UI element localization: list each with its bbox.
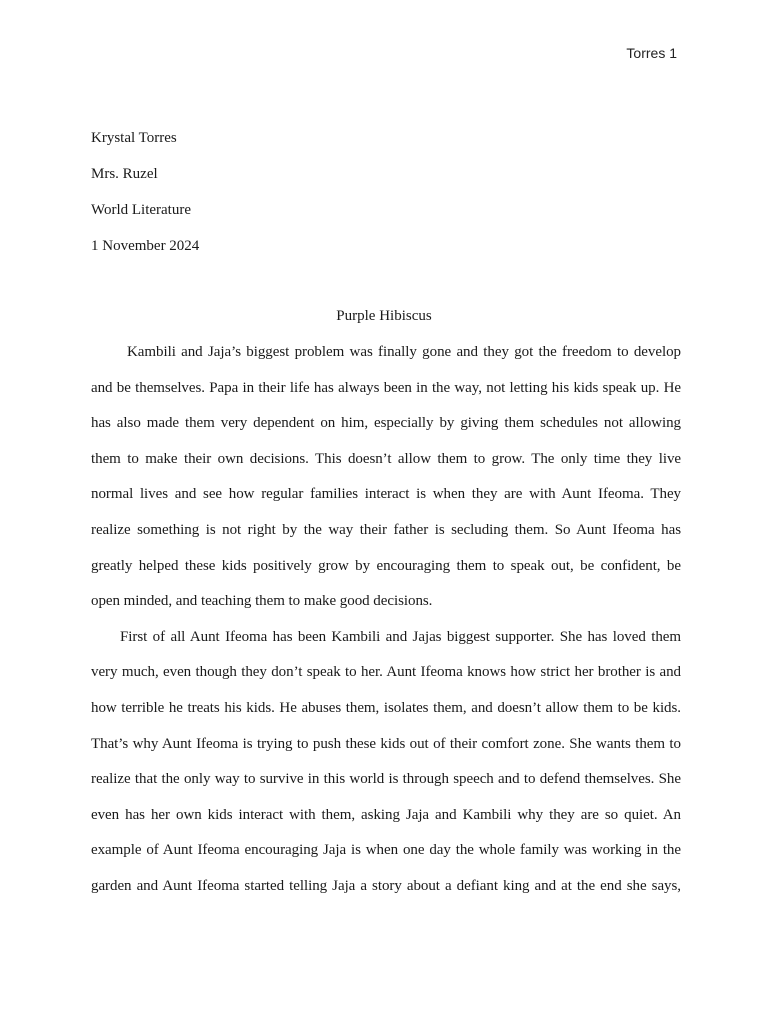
course-name: World Literature: [91, 202, 191, 218]
running-header: Torres 1: [626, 45, 677, 61]
paragraph-line: greatly helped these kids positively grow by encouraging them to speak out, be confident, be: [91, 557, 681, 574]
paragraph-line: very much, even though they don’t speak to her. Aunt Ifeoma knows how strict her brother is and: [91, 664, 681, 681]
paragraph-line: realize something is not right by the way their father is secluding them. So Aunt Ifeoma has: [91, 521, 681, 538]
paragraph-line: even has her own kids interact with them, asking Jaja and Kambili why they are so quiet. An: [91, 806, 681, 823]
paragraph-line: example of Aunt Ifeoma encouraging Jaja is when one day the whole family was working in the: [91, 842, 681, 859]
essay-title: Purple Hibiscus: [336, 308, 432, 324]
paragraph-line: First of all Aunt Ifeoma has been Kambili and Jajas biggest supporter. She has loved them: [120, 628, 681, 645]
paragraph-line: open minded, and teaching them to make good decisions.: [91, 593, 433, 610]
mla-heading: [91, 128, 681, 272]
date: 1 November 2024: [91, 238, 200, 254]
paragraph-line: Kambili and Jaja’s biggest problem was finally gone and they got the freedom to develop: [127, 344, 681, 360]
paragraph-line: has also made them very dependent on him, especially by giving them schedules not allowing: [91, 415, 681, 432]
paragraph-line: them to make their own decisions. This doesn’t allow them to grow. The only time they live: [91, 450, 681, 467]
essay-body: [91, 342, 681, 912]
teacher-name: Mrs. Ruzel: [91, 166, 158, 182]
paragraph-line: garden and Aunt Ifeoma started telling Jaja a story about a defiant king and at the end she says,: [91, 877, 681, 894]
paragraph-line: normal lives and see how regular families interact is when they are with Aunt Ifeoma. They: [91, 486, 681, 503]
paragraph-line: realize that the only way to survive in this world is through speech and to defend themselves. She: [91, 771, 681, 788]
paragraph-line: That’s why Aunt Ifeoma is trying to push these kids out of their comfort zone. She wants them to: [91, 735, 681, 752]
paragraph-line: and be themselves. Papa in their life has always been in the way, not letting his kids speak up. He: [91, 379, 681, 396]
student-name: Krystal Torres: [91, 130, 177, 146]
paragraph-line: how terrible he treats his kids. He abuses them, isolates them, and doesn’t allow them to be kids.: [91, 699, 681, 716]
